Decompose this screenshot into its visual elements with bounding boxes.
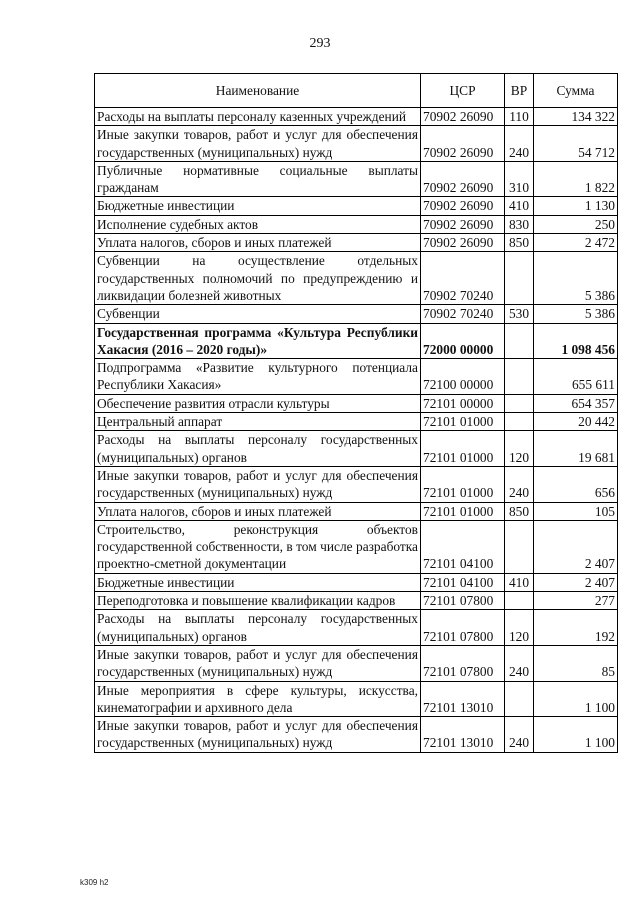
table-row [95, 610, 618, 646]
cell-name: Центральный аппарат [95, 413, 421, 431]
cell-sum: 2 472 [534, 234, 618, 252]
cell-csr: 72101 01000 [421, 466, 505, 502]
cell-csr: 72101 04100 [421, 520, 505, 573]
table-row [95, 520, 618, 573]
cell-vr: 240 [505, 717, 534, 753]
cell-vr [505, 520, 534, 573]
cell-csr: 70902 70240 [421, 305, 505, 323]
cell-name: Бюджетные инвестиции [95, 197, 421, 215]
table-row [95, 394, 618, 412]
table-row [95, 161, 618, 197]
cell-vr [505, 252, 534, 305]
cell-name: Подпрограмма «Развитие культурного потенциала Республики Хакасия» [95, 359, 421, 395]
table-body [95, 108, 618, 753]
cell-csr: 72101 00000 [421, 394, 505, 412]
table-row [95, 323, 618, 359]
cell-vr: 410 [505, 197, 534, 215]
cell-csr: 72101 01000 [421, 413, 505, 431]
cell-sum: 1 100 [534, 681, 618, 717]
cell-vr: 310 [505, 161, 534, 197]
cell-vr: 850 [505, 502, 534, 520]
cell-vr: 120 [505, 610, 534, 646]
page-number: 293 [309, 36, 331, 51]
cell-sum: 656 [534, 466, 618, 502]
cell-csr: 70902 70240 [421, 252, 505, 305]
cell-name: Субвенции на осуществление отдельных государственных полномочий по предупреждению и ликвидации болезней животных [95, 252, 421, 305]
header-csr: ЦСР [421, 74, 505, 108]
cell-name: Расходы на выплаты персоналу казенных учреждений [95, 108, 421, 126]
cell-csr: 70902 26090 [421, 197, 505, 215]
cell-name: Бюджетные инвестиции [95, 573, 421, 591]
cell-csr: 70902 26090 [421, 108, 505, 126]
cell-csr: 72101 13010 [421, 681, 505, 717]
cell-name: Иные мероприятия в сфере культуры, искусства, кинематографии и архивного дела [95, 681, 421, 717]
cell-vr [505, 592, 534, 610]
cell-vr [505, 413, 534, 431]
cell-name: Обеспечение развития отрасли культуры [95, 394, 421, 412]
cell-name: Иные закупки товаров, работ и услуг для обеспечения государственных (муниципальных) нужд [95, 126, 421, 162]
cell-sum: 655 611 [534, 359, 618, 395]
table-row [95, 126, 618, 162]
cell-vr [505, 394, 534, 412]
cell-sum: 19 681 [534, 431, 618, 467]
table-row [95, 717, 618, 753]
cell-csr: 72101 13010 [421, 717, 505, 753]
cell-csr: 70902 26090 [421, 215, 505, 233]
table-row [95, 573, 618, 591]
table-row [95, 466, 618, 502]
cell-vr [505, 681, 534, 717]
table-row [95, 413, 618, 431]
table-row [95, 305, 618, 323]
cell-vr: 240 [505, 466, 534, 502]
header-name: Наименование [95, 74, 421, 108]
cell-sum: 1 822 [534, 161, 618, 197]
cell-sum: 5 386 [534, 305, 618, 323]
table-row [95, 359, 618, 395]
cell-sum: 1 130 [534, 197, 618, 215]
table-row [95, 252, 618, 305]
cell-csr: 72000 00000 [421, 323, 505, 359]
cell-sum: 1 098 456 [534, 323, 618, 359]
header-sum: Сумма [534, 74, 618, 108]
cell-name: Иные закупки товаров, работ и услуг для обеспечения государственных (муниципальных) нужд [95, 645, 421, 681]
cell-csr: 72101 01000 [421, 431, 505, 467]
cell-csr: 72101 07800 [421, 592, 505, 610]
cell-csr: 72101 07800 [421, 610, 505, 646]
cell-name: Государственная программа «Культура Республики Хакасия (2016 – 2020 годы)» [95, 323, 421, 359]
cell-vr: 530 [505, 305, 534, 323]
cell-sum: 277 [534, 592, 618, 610]
cell-name: Строительство, реконструкция объектов государственной собственности, в том числе разработка проектно-сметной документации [95, 520, 421, 573]
table-row [95, 234, 618, 252]
cell-vr: 850 [505, 234, 534, 252]
cell-vr: 830 [505, 215, 534, 233]
table-row [95, 681, 618, 717]
cell-csr: 70902 26090 [421, 234, 505, 252]
table-row [95, 645, 618, 681]
cell-sum: 2 407 [534, 573, 618, 591]
cell-name: Переподготовка и повышение квалификации кадров [95, 592, 421, 610]
cell-name: Расходы на выплаты персоналу государственных (муниципальных) органов [95, 610, 421, 646]
table-row [95, 215, 618, 233]
cell-vr: 240 [505, 126, 534, 162]
header-vr: ВР [505, 74, 534, 108]
cell-sum: 654 357 [534, 394, 618, 412]
cell-name: Субвенции [95, 305, 421, 323]
budget-table [94, 73, 618, 753]
cell-csr: 70902 26090 [421, 161, 505, 197]
cell-name: Уплата налогов, сборов и иных платежей [95, 502, 421, 520]
cell-name: Расходы на выплаты персоналу государственных (муниципальных) органов [95, 431, 421, 467]
cell-vr: 110 [505, 108, 534, 126]
cell-sum: 134 322 [534, 108, 618, 126]
table-row [95, 431, 618, 467]
cell-sum: 105 [534, 502, 618, 520]
cell-vr: 410 [505, 573, 534, 591]
footer-code: k309 h2 [80, 878, 109, 887]
table-header-row [95, 74, 618, 108]
cell-sum: 54 712 [534, 126, 618, 162]
cell-name: Уплата налогов, сборов и иных платежей [95, 234, 421, 252]
cell-csr: 72101 04100 [421, 573, 505, 591]
cell-name: Исполнение судебных актов [95, 215, 421, 233]
table-row [95, 592, 618, 610]
table-row [95, 108, 618, 126]
cell-vr [505, 323, 534, 359]
cell-sum: 250 [534, 215, 618, 233]
cell-csr: 72100 00000 [421, 359, 505, 395]
table-row [95, 197, 618, 215]
cell-sum: 20 442 [534, 413, 618, 431]
cell-sum: 2 407 [534, 520, 618, 573]
cell-vr: 240 [505, 645, 534, 681]
cell-sum: 1 100 [534, 717, 618, 753]
cell-name: Иные закупки товаров, работ и услуг для обеспечения государственных (муниципальных) нужд [95, 466, 421, 502]
cell-csr: 72101 01000 [421, 502, 505, 520]
cell-csr: 72101 07800 [421, 645, 505, 681]
cell-sum: 85 [534, 645, 618, 681]
cell-csr: 70902 26090 [421, 126, 505, 162]
cell-name: Иные закупки товаров, работ и услуг для обеспечения государственных (муниципальных) нужд [95, 717, 421, 753]
cell-vr [505, 359, 534, 395]
cell-vr: 120 [505, 431, 534, 467]
cell-name: Публичные нормативные социальные выплаты гражданам [95, 161, 421, 197]
cell-sum: 5 386 [534, 252, 618, 305]
table-row [95, 502, 618, 520]
cell-sum: 192 [534, 610, 618, 646]
